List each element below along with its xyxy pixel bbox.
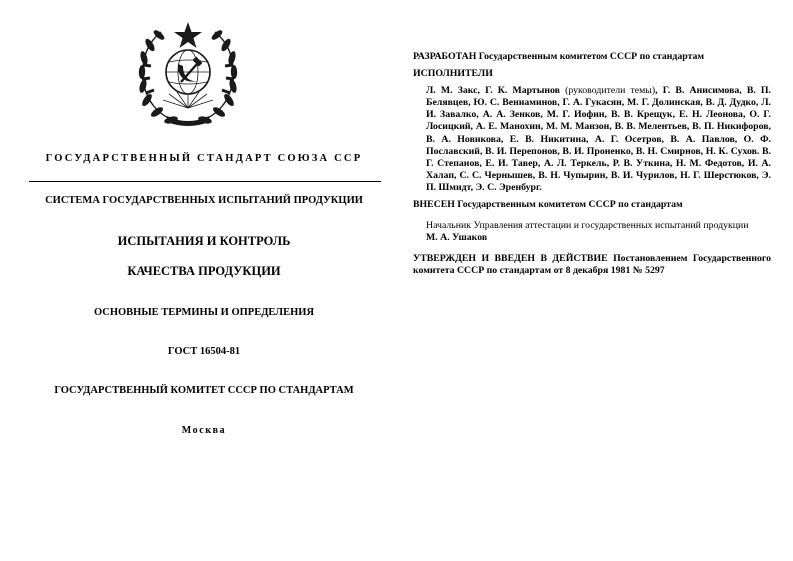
approved-by (413, 253, 771, 277)
developed-by (413, 51, 771, 63)
executors-names: , Г. В. Анисимова, В. П. Белявцев, Ю. С. Вениаминов, Г. А. Гукасян, М. Г. Долинская, В. Д. Дудко, Л. И. Завалко, А. А. Зенков, М. Г. Иофин, В. В. Крещук, Е. Н. Леонова, О. Г. Лосицкий, А. Е. Манохин, М. М. Манзон, В. В. Мелентьев, В. П. Никифоров, В. А. Новикова, Е. В. Никитина, А. Г. Осетров, В. А. Павлов, О. Ф. Пославский, В. И. Перепонов, В. И. Проненко, В. Н. Смирнов, Н. К. Сухов. В. Г. Степанов, Е. И. Тавер, А. Л. Теркель, Р. В. Уткина, Н. М. Федотов, И. А. Халап, С. С. Чернышев, В. Н. Чупырин, В. И. Чурилов, Н. Г. Шерстюков, Э. П. Шмидт, Э. С. Эренбург. (426, 85, 771, 193)
gost-number: ГОСТ 16504-81 (167, 346, 241, 357)
developed-label: РАЗРАБОТАН (413, 51, 477, 62)
horizontal-divider (29, 181, 381, 182)
head-position: Начальник Управления аттестации и государственных испытаний продукции (426, 220, 749, 232)
introduced-text: Государственным комитетом СССР по стандартам (454, 199, 683, 211)
approved-label: УТВЕРЖДЕН И ВВЕДЕН В ДЕЙСТВИЕ (413, 253, 608, 265)
publisher-committee: ГОСУДАРСТВЕННЫЙ КОМИТЕТ СССР ПО СТАНДАРТАМ (54, 385, 354, 396)
document-title-line-2: КАЧЕСТВА ПРОДУКЦИИ (127, 264, 281, 278)
introduced-by (413, 199, 771, 211)
executors-leaders: Л. М. Закс, Г. К. Мартынов (426, 85, 560, 97)
system-heading: СИСТЕМА ГОСУДАРСТВЕННЫХ ИСПЫТАНИЙ ПРОДУКЦИИ (45, 195, 363, 206)
approved-text: Постановлением Государственного комитета СССР по стандартам от 8 декабря 1981 № 5297 (413, 253, 771, 277)
document-title-line-1: ИСПЫТАНИЯ И КОНТРОЛЬ (117, 234, 291, 248)
ussr-state-emblem-icon (133, 20, 243, 130)
document-subtitle: ОСНОВНЫЕ ТЕРМИНЫ И ОПРЕДЕЛЕНИЯ (93, 307, 315, 318)
head-name: М. А. Ушаков (426, 232, 488, 244)
publication-city: Москва (181, 425, 227, 436)
developed-text: Государственным комитетом СССР по стандартам (476, 51, 705, 62)
introduced-label: ВНЕСЕН (413, 199, 455, 211)
executors-label: ИСПОЛНИТЕЛИ (413, 68, 493, 80)
executors-leaders-note: (руководители темы) (559, 85, 656, 97)
executors-list (413, 85, 771, 194)
credits-right-column (413, 51, 771, 278)
state-standard-heading: ГОСУДАРСТВЕННЫЙ СТАНДАРТ СОЮЗА ССР (45, 153, 363, 164)
